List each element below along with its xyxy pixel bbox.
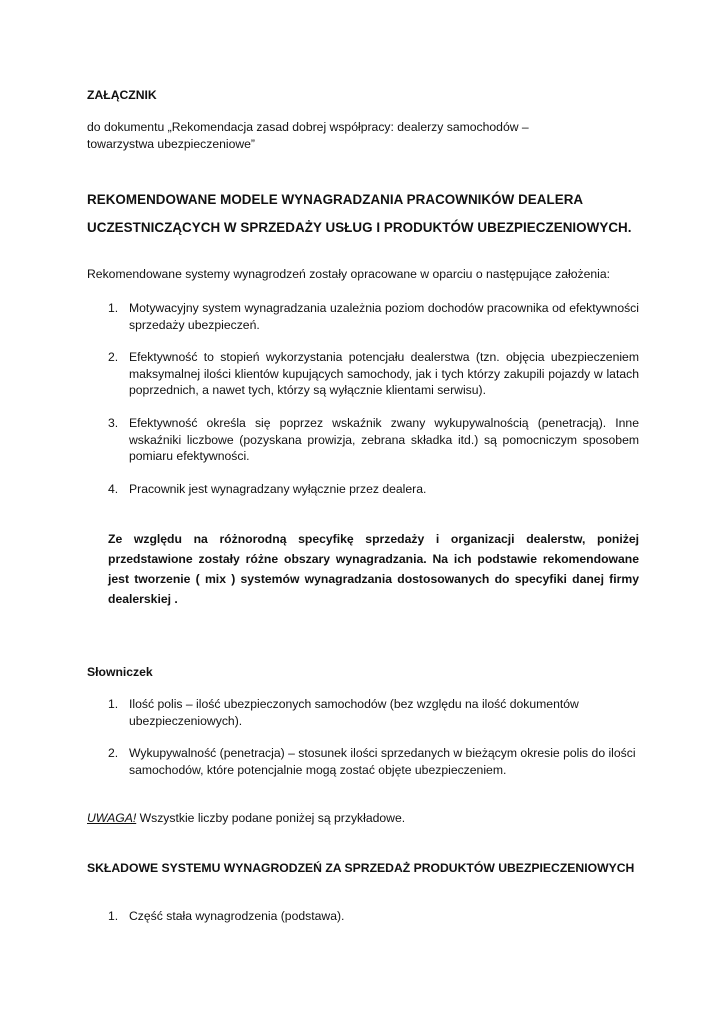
document-title-line-2: UCZESTNICZĄCYCH W SPRZEDAŻY USŁUG I PRODUKTÓW UBEZPIECZENIOWYCH. (87, 220, 632, 235)
list-item-number: 1. (108, 301, 119, 315)
note-label: UWAGA! (87, 811, 137, 825)
reference-text: do dokumentu „Rekomendacja zasad dobrej współpracy: dealerzy samochodów – towarzystwa ubezpieczeniowe” (87, 120, 529, 151)
note-text: Wszystkie liczby podane poniżej są przykładowe. (136, 811, 406, 825)
glossary-heading: Słowniczek (87, 665, 153, 679)
list-item-number: 3. (108, 416, 119, 430)
list-item-text: Wykupywalność (penetracja) – stosunek ilości sprzedanych w bieżącym okresie polis do ilości samochodów, które potencjalnie mogą zostać objęte ubezpieczeniem. (129, 746, 636, 777)
intro-paragraph: Rekomendowane systemy wynagrodzeń zostały opracowane w oparciu o następujące założenia: (87, 267, 611, 281)
list-item-text: Pracownik jest wynagradzany wyłącznie przez dealera. (129, 482, 427, 496)
list-item-number: 2. (108, 350, 119, 364)
list-item-number: 1. (108, 697, 119, 711)
list-item-text: Ilość polis – ilość ubezpieczonych samochodów (bez względu na ilość dokumentów ubezpieczeniowych). (129, 697, 579, 728)
bold-recommendation-paragraph: Ze względu na różnorodną specyfikę sprzedaży i organizacji dealerstw, poniżej przedstawione zostały różne obszary wynagradzania. Na ich podstawie rekomendowane jest tworzenie ( mix ) systemów wynagradzania dostosowanych do specyfiki danej firmy dealerskiej . (108, 532, 639, 606)
list-item-text: Efektywność to stopień wykorzystania potencjału dealerstwa (tzn. objęcia ubezpieczeniem maksymalnej ilości klientów kupujących samochody, jak i tych którzy zakupili pojazdy w latach poprzednich, a nawet tych, którzy są wyłącznie klientami serwisu). (129, 350, 639, 397)
list-item-number: 4. (108, 482, 119, 496)
list-item-text: Motywacyjny system wynagradzania uzależnia poziom dochodów pracownika od efektywności sprzedaży ubezpieczeń. (129, 301, 639, 332)
list-item-number: 1. (108, 909, 119, 923)
list-item-text: Część stała wynagrodzenia (podstawa). (129, 909, 345, 923)
list-item-number: 2. (108, 746, 119, 760)
document-title-line-1: REKOMENDOWANE MODELE WYNAGRADZANIA PRACOWNIKÓW DEALERA (87, 192, 584, 207)
list-item-text: Efektywność określa się poprzez wskaźnik zwany wykupywalnością (penetracją). Inne wskaźniki liczbowe (pozyskana prowizja, zebrana składka itd.) są pomocniczym sposobem pomiaru efektywności. (129, 416, 639, 463)
attachment-label: ZAŁĄCZNIK (87, 88, 157, 102)
section-heading: SKŁADOWE SYSTEMU WYNAGRODZEŃ ZA SPRZEDAŻ PRODUKTÓW UBEZPIECZENIOWYCH (87, 861, 635, 875)
note-paragraph (87, 810, 405, 827)
